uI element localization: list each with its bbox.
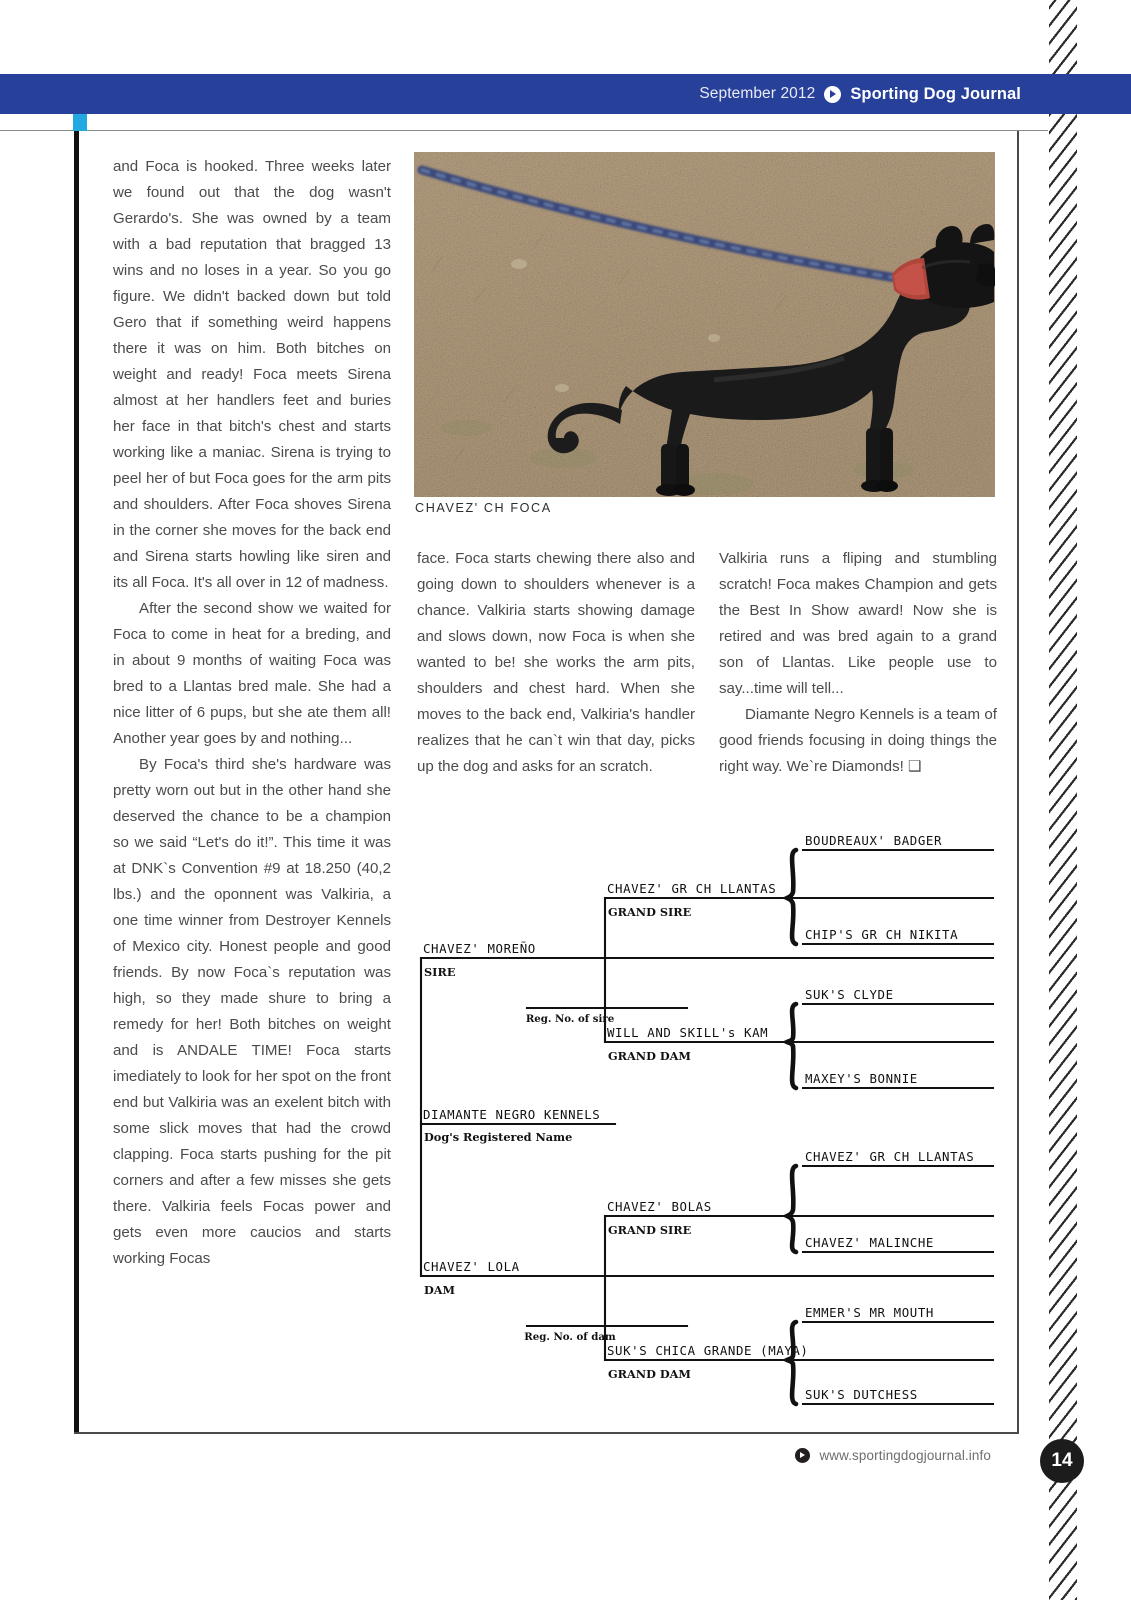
paragraph: Valkiria runs a fliping and stumbling scratch! Foca makes Champion and gets the Best In Show award! Now she is retired and was bred again to a grand son of Llantas. Like people use to say...time will tell... bbox=[719, 550, 997, 697]
header-rule bbox=[0, 130, 1048, 131]
body-column-middle bbox=[417, 546, 695, 780]
pedigree-ggd-1: CHIP'S GR CH NIKITA bbox=[805, 927, 959, 942]
paragraph: By Foca's third she's hardware was pretty worn out but in the other hand she deserved the chance to be a champion so we said “Let's do it!”. This time it was at DNK`s Convention #9 at 18.250 (40,2 lbs.) and the oponnent was Valkiria, a one time winner from Destroyer Kennels of Mexico city. Honest people and good friends. By now Foca`s reputation was high, so they made shure to bring a remedy for her! Both bitches on weight and is ANDALE TIME! Foca starts imediately to look for her spot on the front end but Valkiria was an exelent bitch with some slick moves that had the crowd clapping. Foca starts pushing for the pit corners and after a few misses she gets there. Valkiria feels Focas power and gets even more caucios and starts working Focas bbox=[113, 756, 391, 1267]
pedigree-ggs-2: SUK'S CLYDE bbox=[805, 987, 894, 1002]
pedigree-ggs-1: BOUDREAUX' BADGER bbox=[805, 833, 943, 848]
photo-caption: CHAVEZ' CH FOCA bbox=[415, 501, 552, 515]
body-column-right bbox=[719, 546, 997, 780]
pedigree-dam-name: CHAVEZ' LOLA bbox=[423, 1259, 520, 1274]
pedigree-sire-grandsire-name: CHAVEZ' GR CH LLANTAS bbox=[607, 881, 777, 896]
masthead-bar bbox=[0, 74, 1131, 114]
page-footer bbox=[0, 1448, 1019, 1463]
left-frame-rule bbox=[74, 131, 79, 1434]
pedigree-ggd-4: SUK'S DUTCHESS bbox=[805, 1387, 918, 1402]
issue-date: September 2012 bbox=[699, 85, 816, 102]
pedigree-sire-reg-label: Reg. No. of sire bbox=[525, 1013, 615, 1025]
page-number-badge: 14 bbox=[1040, 1439, 1084, 1483]
decorative-hatch-band bbox=[1049, 0, 1077, 1600]
pedigree-ggd-3: CHAVEZ' MALINCHE bbox=[805, 1235, 934, 1250]
chevron-right-circle-icon bbox=[795, 1448, 810, 1463]
paragraph: After the second show we waited for Foca to come in heat for a breding, and in about 9 months of waiting Foca was bred to a Llantas bred male. She had a nice litter of 6 pups, but she ate them all! Another year goes by and nothing... bbox=[113, 600, 391, 747]
article-photo bbox=[414, 152, 995, 497]
paragraph: Diamante Negro Kennels is a team of good friends focusing in doing things the right way. We`re Diamonds! ❑ bbox=[719, 706, 997, 775]
pedigree-sire-granddam-label: GRAND DAM bbox=[608, 1049, 691, 1063]
pedigree-sire-name: CHAVEZ' MOREÑO bbox=[423, 941, 536, 956]
pedigree-sire-granddam-name: WILL AND SKILL's KAM bbox=[607, 1025, 769, 1040]
pedigree-dam-granddam-name: SUK'S CHICA GRANDE (MAYA) bbox=[607, 1343, 809, 1358]
right-frame-rule bbox=[1017, 131, 1019, 1434]
pedigree-chart bbox=[415, 826, 1015, 1426]
pedigree-dam-granddam-label: GRAND DAM bbox=[608, 1367, 691, 1381]
pedigree-dog-name: DIAMANTE NEGRO KENNELS bbox=[423, 1107, 601, 1122]
accent-tab bbox=[73, 114, 87, 131]
right-margin bbox=[1078, 0, 1131, 1600]
pedigree-dam-reg-label: Reg. No. of dam bbox=[524, 1331, 616, 1343]
chevron-right-circle-icon bbox=[824, 86, 841, 103]
pedigree-dam-grandsire-label: GRAND SIRE bbox=[608, 1223, 692, 1237]
footer-url[interactable]: www.sportingdogjournal.info bbox=[819, 1448, 991, 1463]
pedigree-ggd-2: MAXEY'S BONNIE bbox=[805, 1071, 918, 1086]
paragraph: face. Foca starts chewing there also and going down to shoulders whenever is a chance. Valkiria starts showing damage and slows down, now Foca is when she wanted to be! she works the arm pits, shoulders and chest hard. When she moves to the back end, Valkiria's handler realizes that he can`t win that day, picks up the dog and asks for an scratch. bbox=[417, 550, 695, 775]
pedigree-sire-label: SIRE bbox=[424, 965, 456, 979]
pedigree-ggs-4: EMMER'S MR MOUTH bbox=[805, 1305, 934, 1320]
pedigree-sire-grandsire-label: GRAND SIRE bbox=[608, 905, 692, 919]
pedigree-dam-grandsire-name: CHAVEZ' BOLAS bbox=[607, 1199, 712, 1214]
masthead-content bbox=[699, 85, 1021, 104]
pedigree-dog-name-label: Dog's Registered Name bbox=[424, 1130, 573, 1144]
hatch-band-left-edge bbox=[1048, 0, 1049, 1600]
bottom-frame-rule bbox=[74, 1432, 1019, 1434]
body-column-left bbox=[113, 154, 391, 1272]
pedigree-dam-label: DAM bbox=[424, 1283, 456, 1297]
pedigree-ggs-3: CHAVEZ' GR CH LLANTAS bbox=[805, 1149, 975, 1164]
journal-title: Sporting Dog Journal bbox=[850, 84, 1021, 103]
paragraph: and Foca is hooked. Three weeks later we found out that the dog wasn't Gerardo's. She was owned by a team with a bad reputation that bragged 13 wins and no loses in a year. So you go figure. We didn't backed down but told Gero that if something weird happens there it was on him. Both bitches on weight and ready! Foca meets Sirena almost at her handlers feet and buries her face in that bitch's chest and starts working like a maniac. Sirena is trying to peel her of but Foca goes for the arm pits and shoulders. After Foca shoves Sirena in the corner she moves for the back end and Sirena starts howling like siren and its all Foca. It's all over in 12 of madness. bbox=[113, 158, 391, 591]
